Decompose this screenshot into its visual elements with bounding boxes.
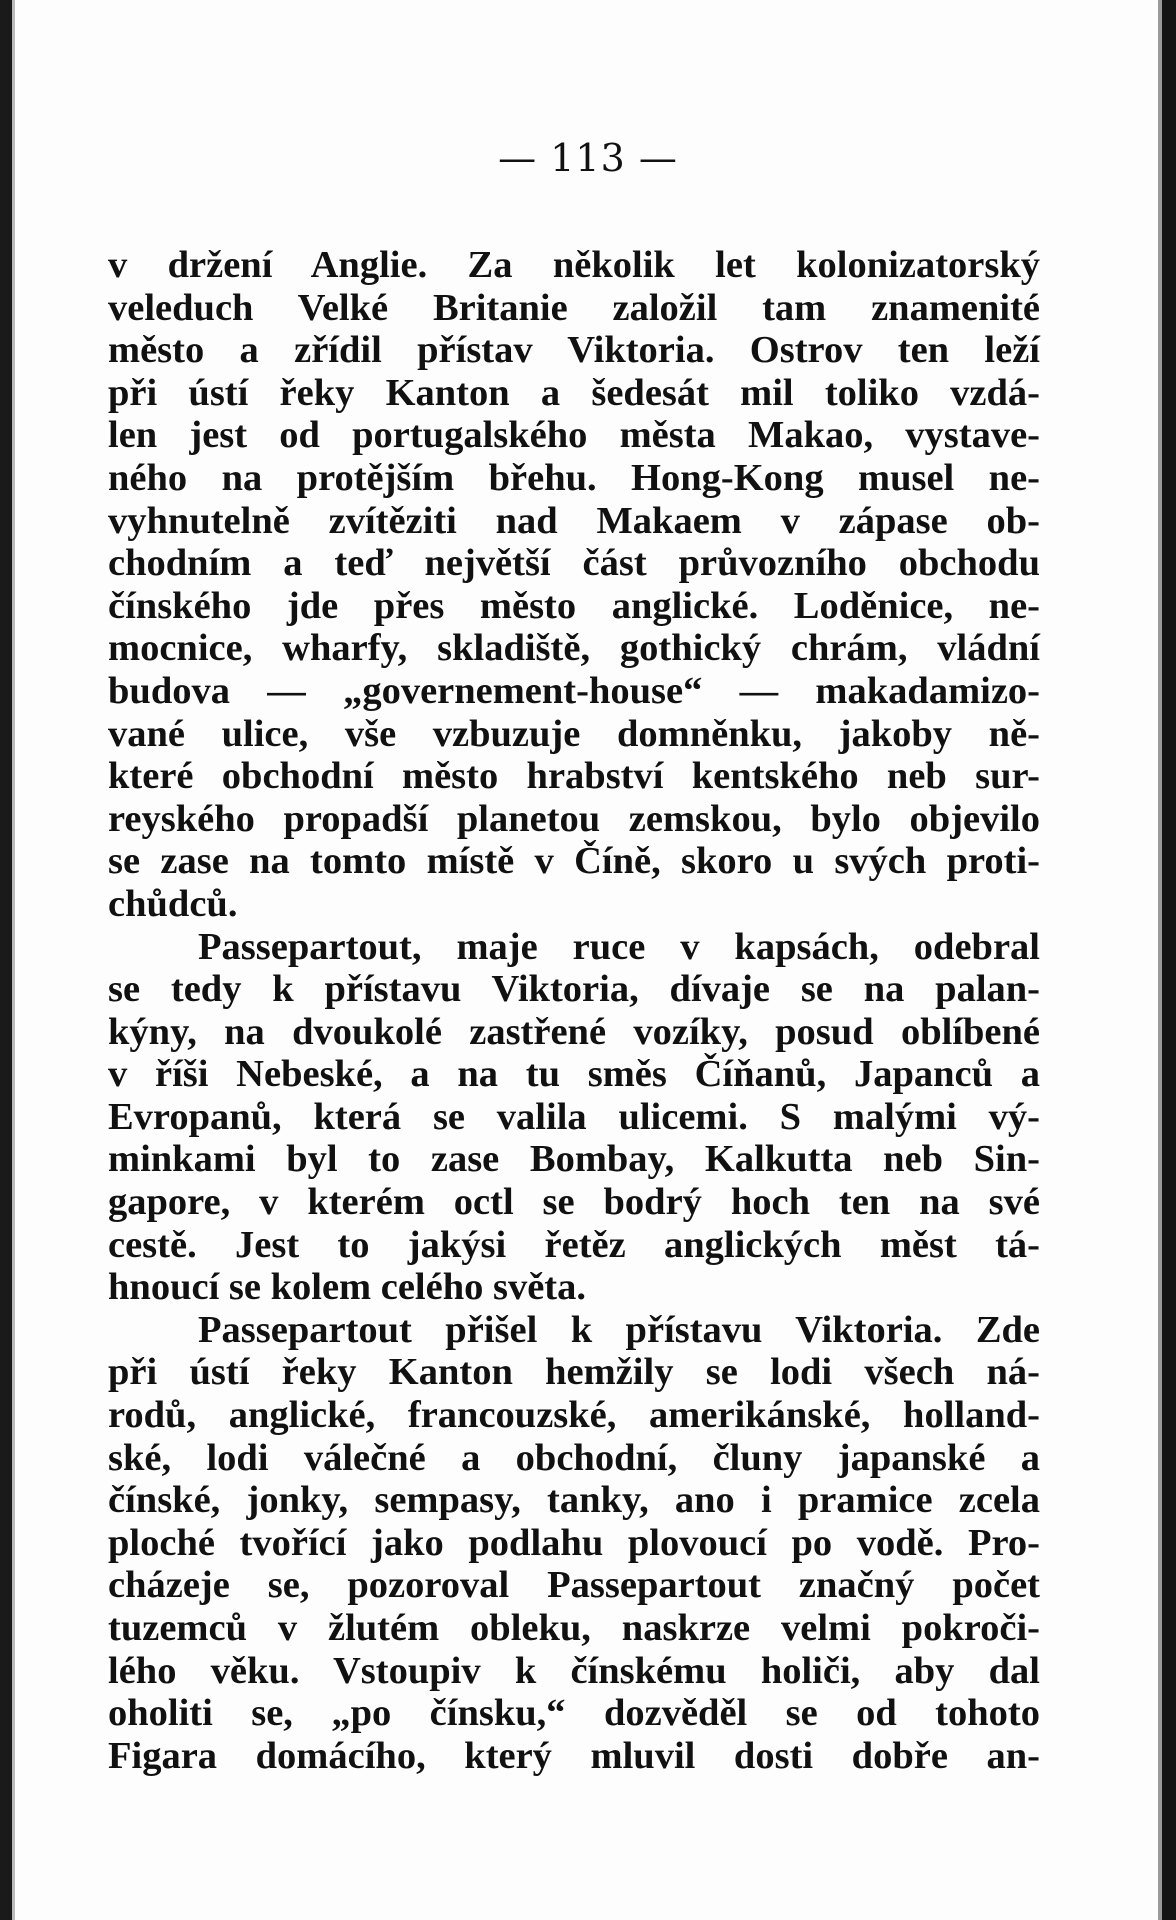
- text-line: ného na protějším břehu. Hong-Kong musel ne-: [108, 456, 1040, 499]
- paragraph-end-line: hnoucí se kolem celého světa.: [108, 1266, 586, 1309]
- paragraph-start-line: Passepartout, maje ruce v kapsách, odebral: [198, 925, 1040, 968]
- text-line: len jest od portugalského města Makao, vystave-: [108, 414, 1040, 457]
- text-line: kýny, na dvoukolé zastřené vozíky, posud oblíbené: [108, 1010, 1040, 1053]
- text-line: se zase na tomto místě v Číně, skoro u svých proti-: [108, 840, 1040, 883]
- text-line: čínského jde přes město anglické. Loděnice, ne-: [108, 584, 1040, 627]
- text-line: lého věku. Vstoupiv k čínskému holiči, aby dal: [108, 1649, 1040, 1692]
- page-number: — 113 —: [498, 136, 678, 180]
- scan-border-right: [1162, 0, 1176, 1920]
- text-line: rodů, anglické, francouzské, amerikánské, holland-: [108, 1394, 1040, 1437]
- text-line: oholiti se, „po čínsku,“ dozvěděl se od tohoto: [108, 1692, 1040, 1735]
- text-line: budova — „governement-house“ — makadamizo-: [108, 669, 1040, 712]
- text-line: minkami byl to zase Bombay, Kalkutta neb Sin-: [108, 1138, 1040, 1181]
- text-line: které obchodní město hrabství kentského neb sur-: [108, 755, 1040, 798]
- text-line: při ústí řeky Kanton a šedesát mil toliko vzdá-: [108, 371, 1040, 414]
- body-text: [108, 244, 1040, 1777]
- text-line: v držení Anglie. Za několik let kolonizatorský: [108, 244, 1040, 286]
- text-line: se tedy k přístavu Viktoria, dívaje se na palan-: [108, 968, 1040, 1011]
- text-line: gapore, v kterém octl se bodrý hoch ten na své: [108, 1181, 1040, 1224]
- text-line: vyhnutelně zvítěziti nad Makaem v zápase ob-: [108, 499, 1040, 542]
- text-line: ploché tvořící jako podlahu plovoucí po vodě. Pro-: [108, 1521, 1040, 1564]
- text-line: při ústí řeky Kanton hemžily se lodi všech ná-: [108, 1351, 1040, 1394]
- text-line: čínské, jonky, sempasy, tanky, ano i pramice zcela: [108, 1479, 1040, 1522]
- text-line: město a zřídil přístav Viktoria. Ostrov ten leží: [108, 329, 1040, 372]
- scan-border-left: [0, 0, 12, 1920]
- text-line: v říši Nebeské, a na tu směs Číňanů, Japanců a: [108, 1053, 1040, 1096]
- text-line: mocnice, wharfy, skladiště, gothický chrám, vládní: [108, 627, 1040, 670]
- paragraph-start-line: Passepartout přišel k přístavu Viktoria. Zde: [198, 1308, 1040, 1351]
- text-line: cestě. Jest to jakýsi řetěz anglických měst tá-: [108, 1223, 1040, 1266]
- text-line: veleduch Velké Britanie založil tam znamenité: [108, 286, 1040, 329]
- text-line: tuzemců v žlutém obleku, naskrze velmi pokroči-: [108, 1607, 1040, 1649]
- text-line: Figara domácího, který mluvil dosti dobře an-: [108, 1734, 1040, 1777]
- text-line: chodním a teď největší část průvozního obchodu: [108, 542, 1040, 585]
- text-line: ské, lodi válečné a obchodní, čluny japanské a: [108, 1436, 1040, 1479]
- text-line: cházeje se, pozoroval Passepartout značný počet: [108, 1564, 1040, 1607]
- text-line: Evropanů, která se valila ulicemi. S malými vý-: [108, 1095, 1040, 1138]
- paragraph-end-line: chůdců.: [108, 882, 238, 925]
- scan-border-left-shade: [12, 0, 15, 1920]
- text-line: vané ulice, vše vzbuzuje domněnku, jakoby ně-: [108, 712, 1040, 755]
- text-line: reyského propadší planetou zemskou, bylo objevilo: [108, 797, 1040, 840]
